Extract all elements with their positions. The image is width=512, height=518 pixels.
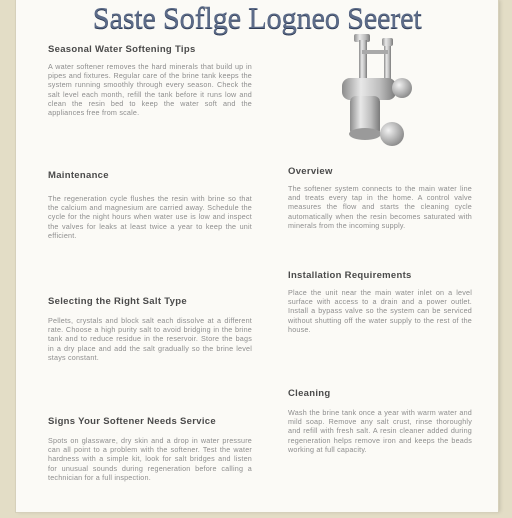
section-body: The softener system connects to the main water line and treats every tap in the home. A control valve measures the flow and starts the cleaning cycle automatically when the resin becomes saturated with minerals from the incoming supply. <box>288 184 472 230</box>
section-heading: Seasonal Water Softening Tips <box>48 44 196 55</box>
section-body: Pellets, crystals and block salt each dissolve at a different rate. Choose a high purity salt to avoid bridging in the brine tank and to reduce residue in the reservoir. Store the bags in a dry place and add the salt gradually so the brine level stays constant. <box>48 316 252 362</box>
document-page <box>16 0 498 512</box>
section-body: Wash the brine tank once a year with warm water and mild soap. Remove any salt crust, rinse thoroughly and refill with fresh salt. A resin cleaner added during regeneration helps remove iron and keeps the beads working at full capacity. <box>288 408 472 454</box>
masthead <box>16 0 498 34</box>
page-title: Saste Soflge Logneo Seeret <box>92 0 422 35</box>
section-heading: Maintenance <box>48 170 109 181</box>
section-body: Spots on glassware, dry skin and a drop in water pressure can all point to a problem with the softener. Test the water hardness with a simple kit, look for salt bridges and listen for unusual sounds during regeneration before calling a technician for a full inspection. <box>48 436 252 482</box>
section-heading: Overview <box>288 166 333 177</box>
section-body: Place the unit near the main water inlet on a level surface with access to a drain and a power outlet. Install a bypass valve so the system can be serviced without shutting off the water supply to the rest of the house. <box>288 288 472 334</box>
section-heading: Signs Your Softener Needs Service <box>48 416 216 427</box>
right-column <box>288 166 472 518</box>
section-body: The regeneration cycle flushes the resin with brine so that the calcium and magnesium are carried away. Schedule the cycle for the night hours when water use is low and inspect the valves for leaks at least twice a year to keep the unit efficient. <box>48 194 252 240</box>
section-heading: Selecting the Right Salt Type <box>48 296 187 307</box>
section-heading: Cleaning <box>288 388 331 399</box>
section-body: A water softener removes the hard minerals that build up in pipes and fixtures. Regular care of the brine tank keeps the system running smoothly through every season. Check the salt level each month, refill the tank before it runs low and clean the resin bed to keep the water soft and the appliances free from scale. <box>48 62 252 118</box>
left-column <box>48 44 252 516</box>
water-softener-valve-icon <box>332 30 436 152</box>
section-heading: Installation Requirements <box>288 270 412 281</box>
